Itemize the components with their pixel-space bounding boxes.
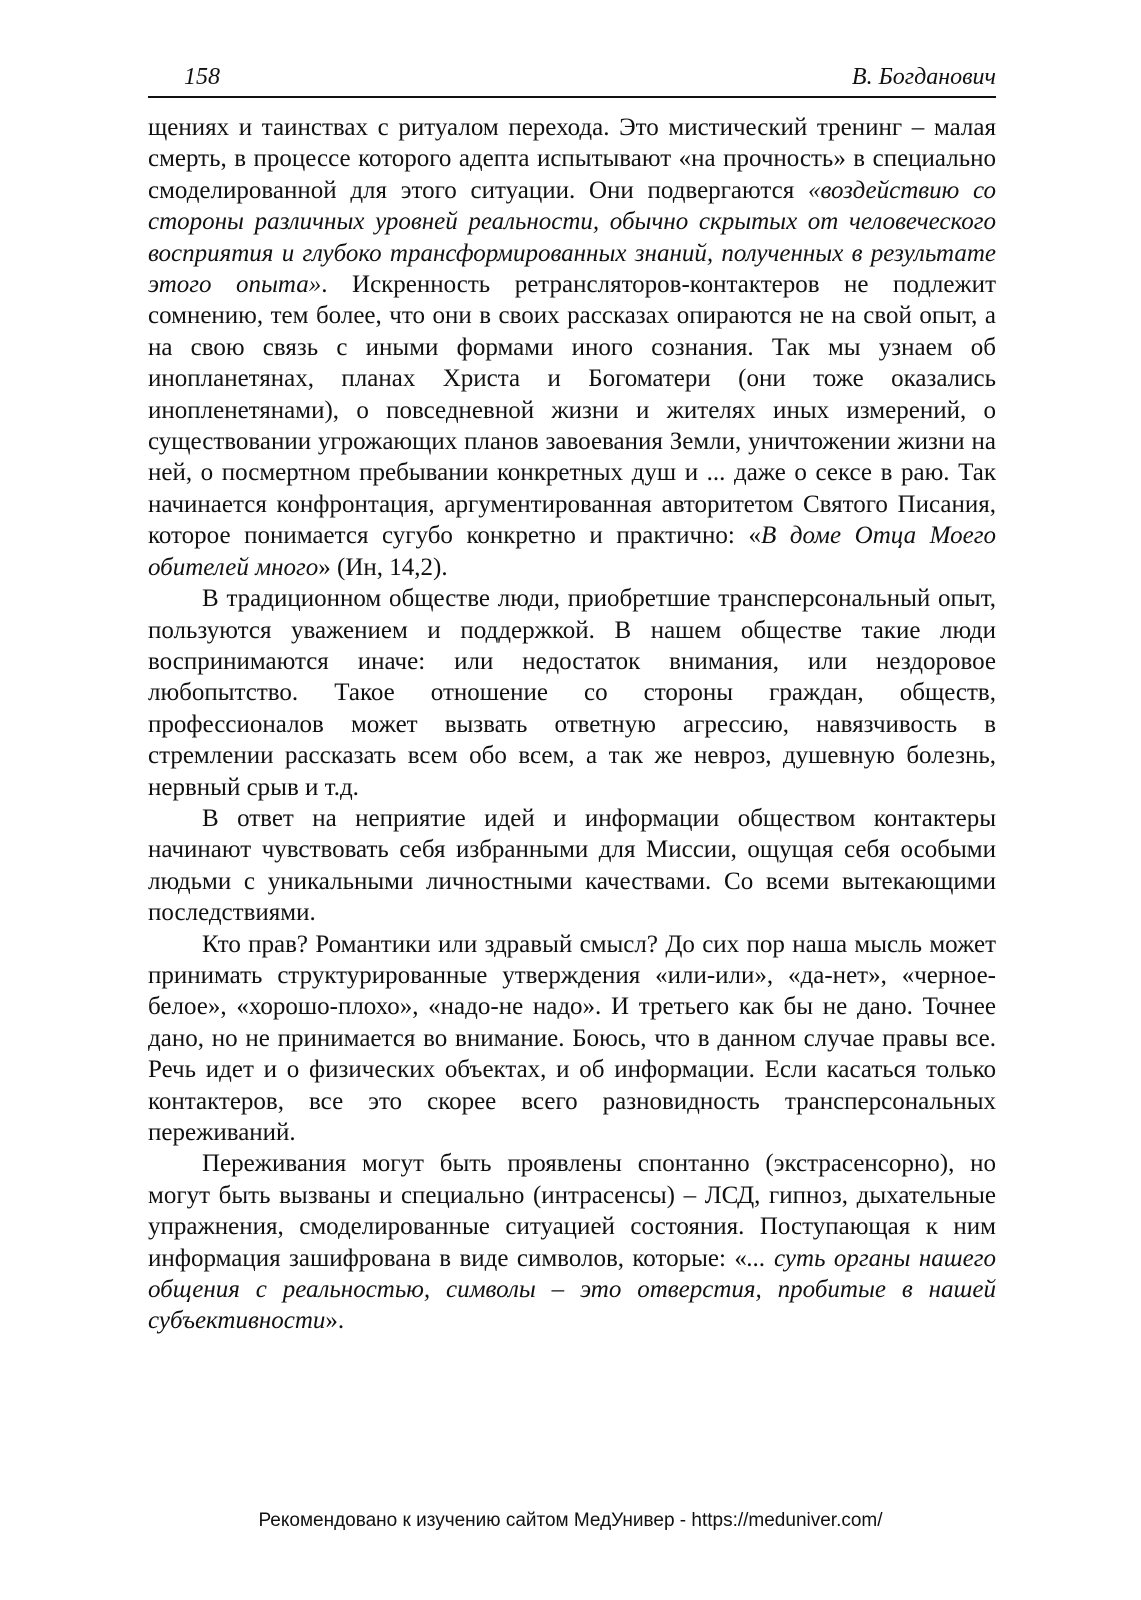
text-run: ». (325, 1307, 345, 1335)
text-run: щениях и таинствах с ритуалом перехода. Это мистический тренинг – малая смерть, в процессе которого адепта испытывают «на прочность» в специально смоделированной для этого ситуации. Они подвергаются (148, 114, 996, 204)
running-header (148, 62, 996, 98)
text-run: Переживания могут быть проявлены спонтанно (экстрасенсорно), но могут быть вызваны и специально (интрасенсы) – ЛСД, гипноз, дыхательные упражнения, смоделированные ситуацией состояния. Поступающая к ним информация зашифрована в виде символов, которые: « (148, 1150, 996, 1272)
italic-quote: «воздействию со стороны различных уровней реальности, обычно скрытых от человеческого восприятия и глубоко трансформированных знаний, полученных в результате этого опыта» (148, 176, 996, 299)
paragraph (148, 803, 996, 929)
page-number: 158 (184, 64, 220, 90)
paragraph (148, 1148, 996, 1336)
body-text (148, 112, 996, 1337)
text-run: В традиционном обществе люди, приобретшие трансперсональный опыт, пользуются уважением и поддержкой. В нашем обществе такие люди воспринимаются иначе: или недостаток внимания, или нездоровое любопытство. Такое отношение со стороны граждан, обществ, профессионалов может вызвать ответную агрессию, навязчивость в стремлении рассказать всем обо всем, а так же невроз, душевную болезнь, нервный срыв и т.д. (148, 585, 996, 801)
text-run: Кто прав? Романтики или здравый смысл? До сих пор наша мысль может принимать структурированные утверждения «или-или», «да-нет», «черное-белое», «хорошо-плохо», «надо-не надо». И третьего как бы не дано. Точнее дано, но не принимается во внимание. Боюсь, что в данном случае правы все. Речь идет и о физических объектах, и об информации. Если касаться только контактеров, все это скорее всего разновидность трансперсональных переживаний. (148, 930, 996, 1146)
text-run: . Искренность ретрансляторов-контактеров не подлежит сомнению, тем более, что они в своих рассказах опираются не на свой опыт, а на свою связь с иными формами иного сознания. Так мы узнаем об инопланетянах, планах Христа и Богоматери (они тоже оказались инопленетянами), о повседневной жизни и жителях иных измерений, о существовании угрожающих планов завоевания Земли, уничтожении жизни на ней, о посмертном пребывании конкретных душ и ... даже о сексе в раю. Так начинается конфронтация, аргументированная авторитетом Святого Писания, которое понимается сугубо конкретно и практично: « (148, 271, 996, 550)
running-header-author: В. Богданович (851, 64, 996, 90)
paragraph (148, 929, 996, 1149)
footer-watermark: Рекомендовано к изучению сайтом МедУнивер - https://meduniver.com/ (258, 1510, 883, 1531)
paragraph (148, 112, 996, 583)
text-run: » (Ин, 14,2). (318, 553, 448, 581)
italic-quote: В доме Отца Моего обителей много (148, 522, 996, 581)
italic-quote: ... суть органы нашего общения с реальностью, символы – это отверстия, пробитые в нашей субъективности (148, 1244, 997, 1335)
text-run: В ответ на неприятие идей и информации обществом контактеры начинают чувствовать себя избранными для Миссии, ощущая себя особыми людьми с уникальными личностными качествами. Со всеми вытекающими последствиями. (148, 804, 996, 927)
paragraph (148, 583, 996, 803)
